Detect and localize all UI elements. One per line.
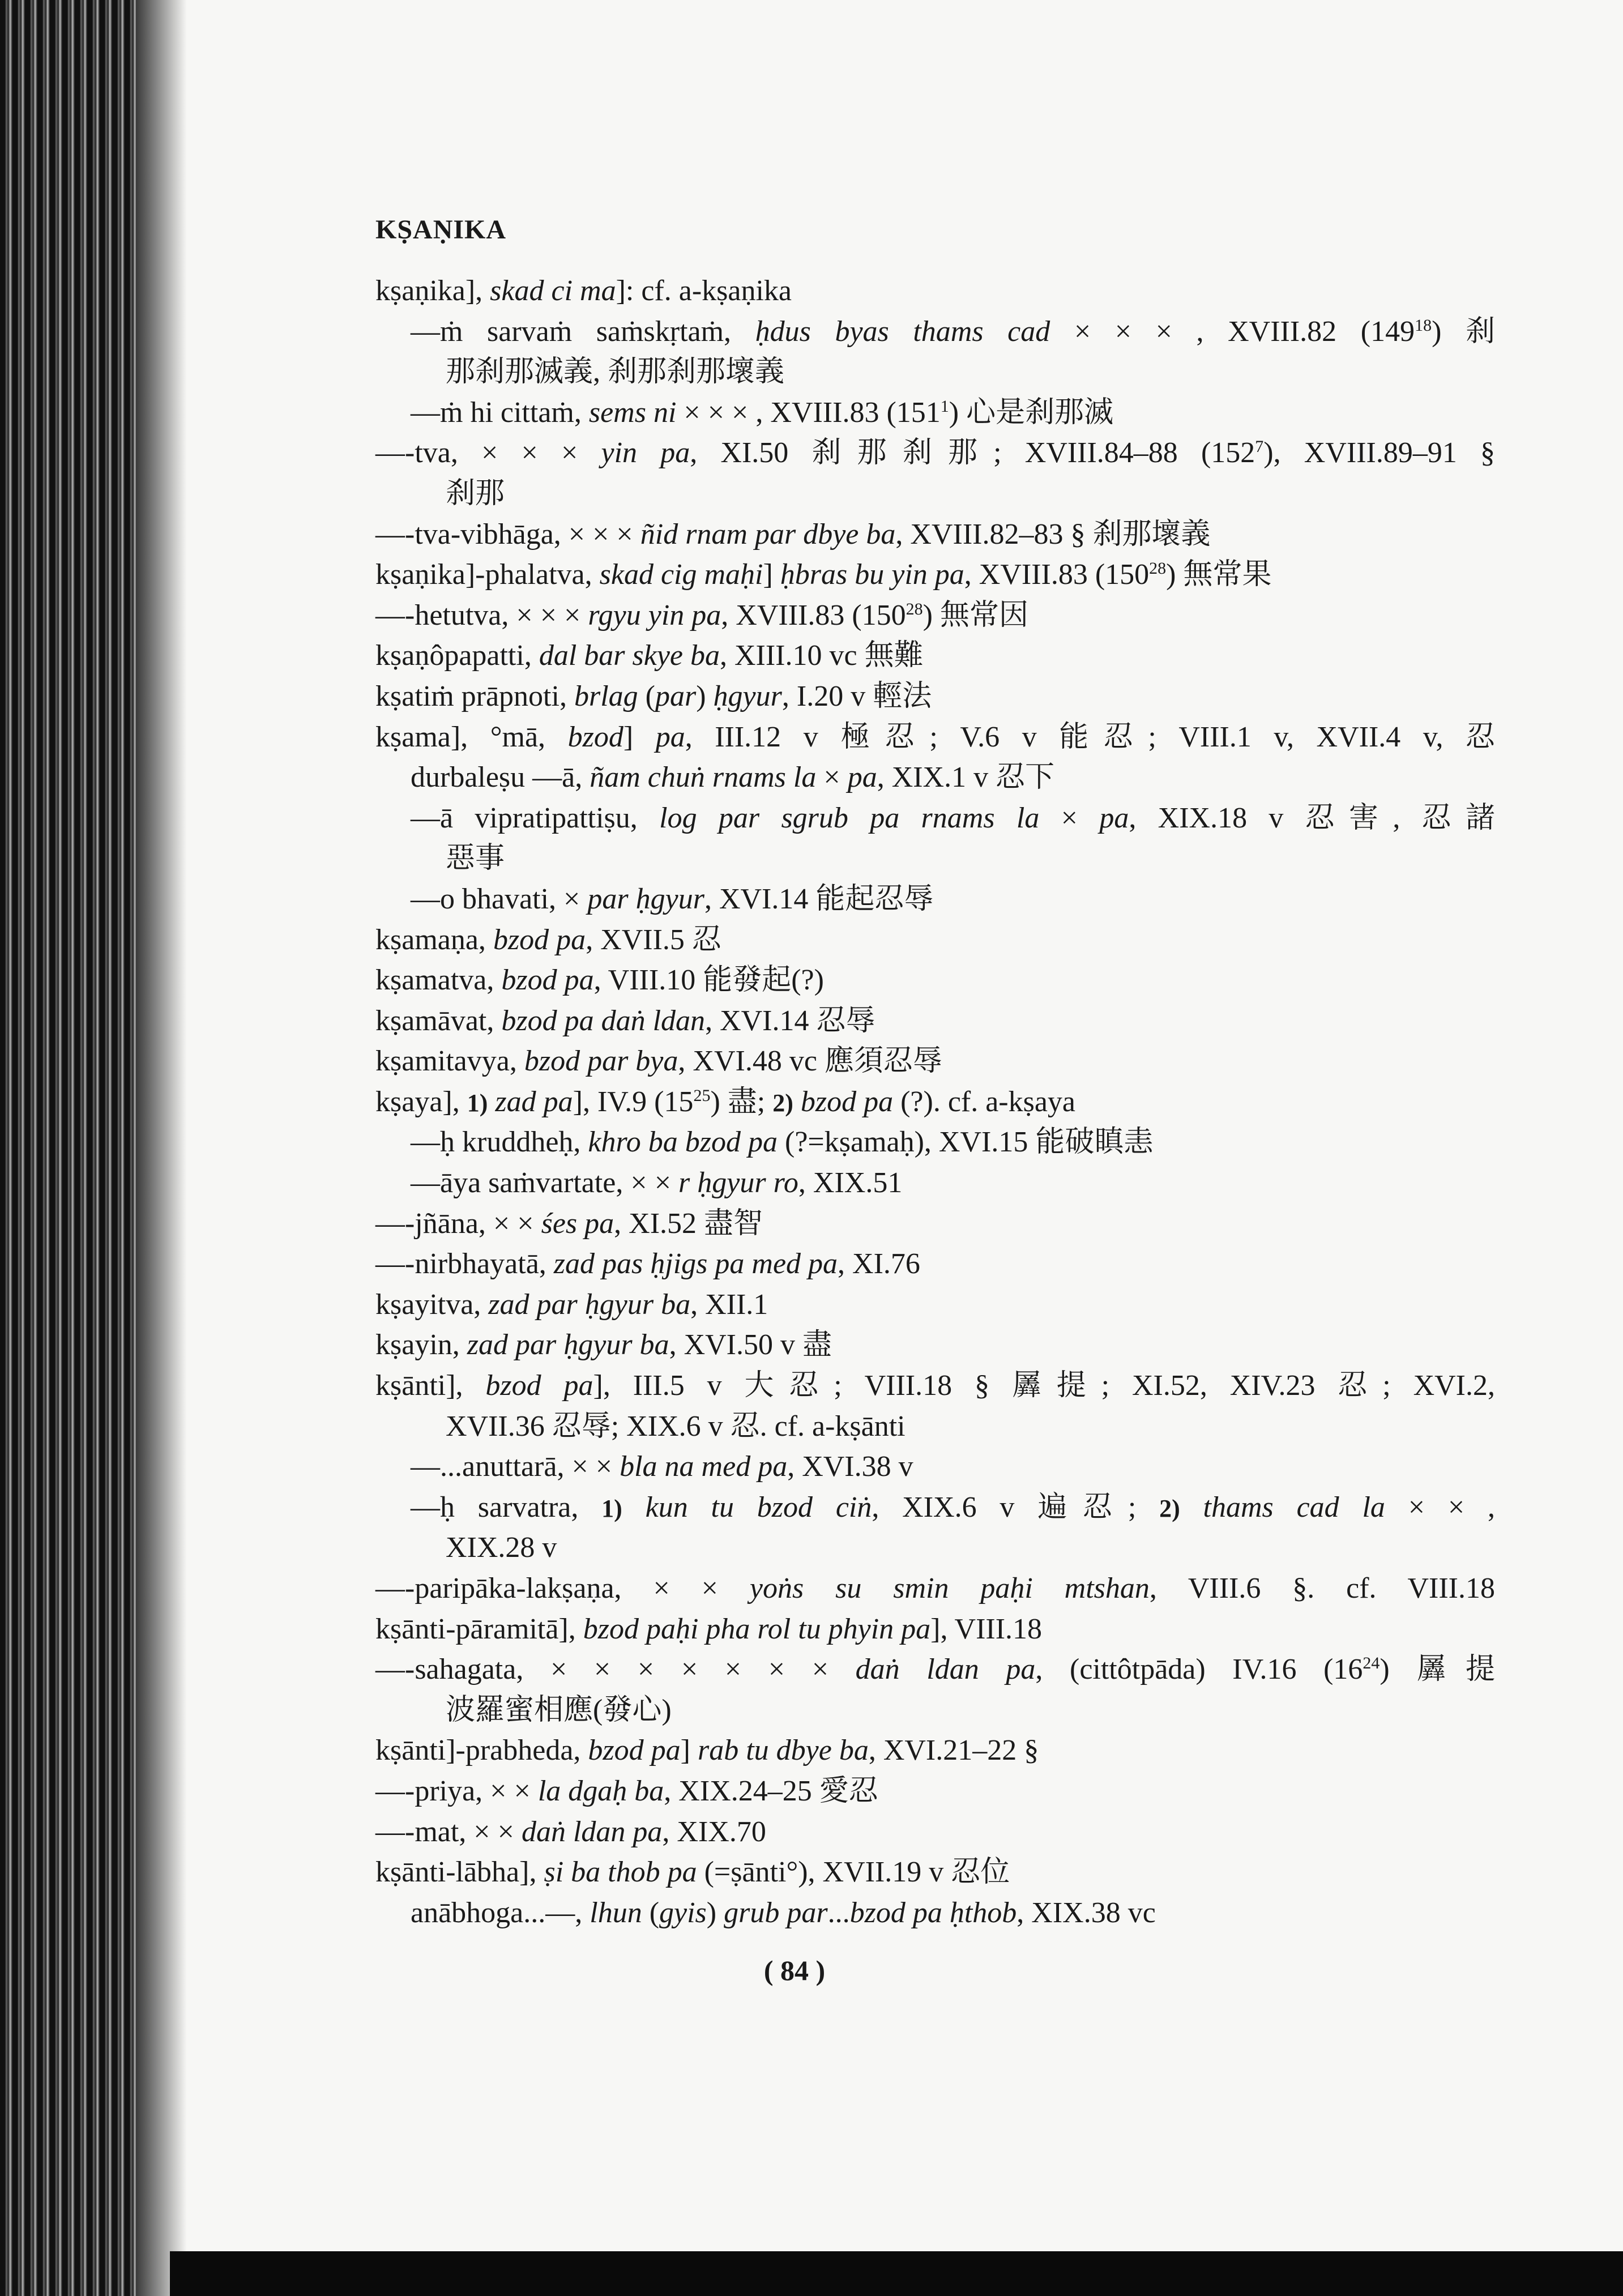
- superscript-ref: 24: [1363, 1654, 1380, 1673]
- entry-text: , XVII.5 忍: [586, 923, 721, 956]
- entry-line: [375, 1812, 1495, 1853]
- entry-text: —ṁ sarvaṁ saṁskṛtaṁ,: [411, 315, 755, 348]
- tibetan-text: bzod: [567, 720, 623, 753]
- sense-number: 2): [1159, 1494, 1180, 1522]
- entry-text: , VIII.6 §. cf. VIII.18: [1149, 1572, 1495, 1604]
- continuation-line: [375, 473, 1495, 514]
- entry-text: ], IV.9 (15: [573, 1085, 694, 1118]
- tibetan-text: rgyu yin pa: [588, 599, 721, 631]
- entry-text: kṣaṇika],: [375, 275, 490, 307]
- entry-text: , XVIII.83 (150: [964, 558, 1150, 591]
- tibetan-text: ḥbras bu yin pa: [780, 558, 964, 591]
- entry-text: [622, 1491, 646, 1523]
- tibetan-text: ñid rnam par dbye ba: [640, 518, 896, 550]
- tibetan-text: bzod pa: [588, 1734, 681, 1767]
- entry-text: —-tva-vibhāga, × × ×: [375, 518, 640, 550]
- subentry-line: [375, 798, 1495, 839]
- entry-text: —...anuttarā, × ×: [411, 1450, 620, 1483]
- tibetan-text: brlag: [574, 680, 638, 712]
- entry-text: × × ,: [1385, 1491, 1496, 1523]
- continuation-line: [375, 1406, 1495, 1447]
- tibetan-text: zad par ḥgyur ba: [488, 1288, 691, 1321]
- entry-text: [1180, 1491, 1203, 1523]
- entry-text: , XII.1: [690, 1288, 768, 1321]
- entry-text: —-hetutva, × × ×: [375, 599, 588, 631]
- tibetan-text: ñam chuṅ rnams la: [590, 761, 817, 794]
- entry-text: —-tva, × × ×: [375, 437, 601, 470]
- superscript-ref: 1: [940, 396, 949, 416]
- entry-text: —āya saṁvartate, × ×: [411, 1167, 679, 1200]
- entry-text: XVII.36 忍辱; XIX.6 v 忍. cf. a-kṣānti: [446, 1410, 906, 1443]
- tibetan-text: kun tu bzod ciṅ: [645, 1491, 872, 1523]
- entry-text: (: [638, 680, 655, 712]
- entry-line: [375, 1204, 1495, 1244]
- entry-line: [375, 1325, 1495, 1365]
- tibetan-text: bzod par bya: [524, 1045, 678, 1078]
- entry-text: , XIX.38 vc: [1016, 1896, 1156, 1929]
- tibetan-text: log par sgrub pa rnams la: [659, 801, 1040, 834]
- entry-text: , XIX.1 v 忍下: [877, 761, 1055, 794]
- subentry-line: [375, 1487, 1495, 1528]
- entry-text: [793, 1086, 801, 1118]
- entry-text: kṣayin,: [375, 1329, 467, 1362]
- entry-text: , XVIII.83 (150: [721, 599, 906, 631]
- entry-text: , XVI.14 能起忍辱: [704, 882, 934, 915]
- tibetan-text: ḥdus byas thams cad: [755, 315, 1050, 348]
- entry-line: [375, 1771, 1495, 1812]
- tibetan-text: khro ba bzod pa: [588, 1126, 778, 1159]
- entry-line: [375, 1649, 1495, 1690]
- entry-text: ], VIII.18: [930, 1612, 1043, 1645]
- entry-text: durbaleṣu —ā,: [411, 761, 590, 794]
- subentry-line: [375, 1122, 1495, 1163]
- tibetan-text: rab tu dbye ba: [697, 1734, 869, 1767]
- entry-text: ×: [1039, 801, 1100, 834]
- tibetan-text: bzod pa: [800, 1085, 894, 1118]
- entry-text: ) 無常因: [922, 599, 1028, 631]
- entry-text: —-paripāka-lakṣaṇa, × ×: [375, 1572, 750, 1604]
- entry-text: , XIX.70: [662, 1815, 766, 1848]
- tibetan-text: bla na med pa: [620, 1450, 788, 1483]
- tibetan-text: gyis: [659, 1896, 707, 1929]
- entry-line: [375, 595, 1495, 636]
- tibetan-text: daṅ ldan pa: [521, 1815, 663, 1848]
- page-headword: KṢAṆIKA: [375, 215, 507, 245]
- entry-text: ): [706, 1896, 724, 1929]
- entry-text: ) 羼提: [1379, 1653, 1495, 1686]
- entry-text: ]: [763, 558, 780, 591]
- superscript-ref: 25: [693, 1086, 711, 1105]
- tibetan-text: pa: [1099, 801, 1129, 834]
- entry-text: XIX.28 v: [446, 1531, 557, 1564]
- tibetan-text: bzod pa: [493, 923, 586, 956]
- entry-text: , XIII.10 vc 無難: [720, 639, 924, 672]
- entry-text: kṣamatva,: [375, 964, 502, 997]
- entry-text: ) 心是刹那滅: [949, 396, 1114, 429]
- entry-text: —ṁ hi cittaṁ,: [411, 396, 589, 429]
- entry-text: (: [642, 1896, 660, 1929]
- continuation-line: [375, 838, 1495, 879]
- entry-text: , XVI.21–22 §: [868, 1734, 1039, 1767]
- tibetan-text: r ḥgyur ro: [678, 1167, 798, 1200]
- tibetan-text: zad pas ḥjigs pa med pa: [553, 1248, 838, 1281]
- entry-text: —ḥ sarvatra,: [411, 1491, 602, 1523]
- entry-text: ...: [827, 1896, 850, 1929]
- continuation-line: [375, 1527, 1495, 1568]
- entry-line: [375, 676, 1495, 717]
- entry-text: ), XVIII.89–91 §: [1263, 437, 1495, 470]
- entry-text: kṣama], °mā,: [375, 720, 568, 753]
- entry-text: 那刹那滅義, 刹那刹那壞義: [446, 356, 785, 389]
- sense-number: 1): [467, 1089, 488, 1117]
- tibetan-text: par: [655, 680, 697, 712]
- tibetan-text: bzod pa: [485, 1369, 593, 1402]
- entry-text: kṣaṇika]-phalatva,: [375, 558, 600, 591]
- dictionary-entries: [375, 271, 1495, 1933]
- entry-text: 波羅蜜相應(發心): [446, 1693, 672, 1726]
- subentry-line: [375, 1446, 1495, 1487]
- entry-text: kṣatiṁ prāpnoti,: [375, 680, 574, 712]
- entry-line: [375, 1568, 1495, 1609]
- entry-text: [488, 1086, 495, 1118]
- tibetan-text: pa: [847, 761, 877, 794]
- entry-text: , XI.50 刹那刹那; XVIII.84–88 (152: [690, 437, 1255, 470]
- tibetan-text: skad ci ma: [490, 275, 616, 307]
- entry-text: kṣamāvat,: [375, 1004, 502, 1037]
- entry-text: , XIX.24–25 愛忍: [664, 1774, 878, 1807]
- entry-line: [375, 1284, 1495, 1325]
- tibetan-text: thams cad la: [1203, 1491, 1385, 1523]
- entry-text: , (cittôtpāda) IV.16 (16: [1035, 1653, 1363, 1686]
- subentry-line: [375, 1163, 1495, 1204]
- tibetan-text: lhun: [590, 1896, 642, 1929]
- tibetan-text: zad pa: [495, 1085, 573, 1118]
- entry-text: (?). cf. a-kṣaya: [893, 1085, 1076, 1118]
- tibetan-text: ḥgyur: [713, 680, 782, 712]
- entry-line: [375, 1244, 1495, 1284]
- entry-text: , VIII.10 能發起(?): [593, 964, 824, 997]
- entry-line: [375, 554, 1495, 595]
- entry-text: 惡事: [446, 842, 505, 875]
- entry-text: ]: cf. a-kṣaṇika: [616, 275, 792, 307]
- entry-text: (?=kṣamaḥ), XVI.15 能破瞋恚: [778, 1126, 1154, 1159]
- subentry-line: [375, 392, 1495, 433]
- tibetan-text: skad cig maḥi: [599, 558, 763, 591]
- entry-text: , XIX.51: [798, 1167, 903, 1200]
- entry-text: —-mat, × ×: [375, 1815, 522, 1848]
- tibetan-text: pa: [655, 720, 685, 753]
- entry-line: [375, 1082, 1495, 1123]
- entry-line: [375, 271, 1495, 311]
- entry-line: [375, 635, 1495, 676]
- entry-text: —-sahagata, × × × × × × ×: [375, 1653, 856, 1686]
- tibetan-text: par ḥgyur: [587, 882, 704, 915]
- entry-text: , XI.52 盡智: [614, 1207, 763, 1240]
- entry-text: anābhoga...—,: [411, 1896, 590, 1929]
- subentry-line: [375, 1893, 1495, 1934]
- entry-line: [375, 960, 1495, 1001]
- entry-text: kṣānti-lābha],: [375, 1856, 544, 1889]
- entry-text: —-priya, × ×: [375, 1774, 538, 1807]
- continuation-line: [375, 1690, 1495, 1731]
- entry-line: [375, 433, 1495, 473]
- entry-line: [375, 717, 1495, 758]
- superscript-ref: 7: [1255, 437, 1264, 456]
- subentry-line: [375, 757, 1495, 798]
- entry-line: [375, 1041, 1495, 1082]
- tibetan-text: yoṅs su smin paḥi mtshan: [749, 1572, 1150, 1604]
- entry-text: —ḥ kruddheḥ,: [411, 1126, 588, 1159]
- entry-text: , XIX.18 v 忍害, 忍諸: [1129, 801, 1495, 834]
- sense-number: 1): [601, 1494, 622, 1522]
- page-number-container: [0, 1954, 1623, 1987]
- tibetan-text: grub par: [724, 1896, 828, 1929]
- entry-line: [375, 1852, 1495, 1893]
- entry-text: , XIX.6 v 遍忍;: [872, 1491, 1160, 1523]
- entry-line: [375, 514, 1495, 555]
- page-number: ( 84 ): [763, 1954, 826, 1986]
- entry-text: ) 無常果: [1166, 558, 1272, 591]
- tibetan-text: dal bar skye ba: [539, 639, 720, 672]
- entry-text: 刹那: [446, 477, 505, 510]
- entry-text: kṣayitva,: [375, 1288, 489, 1321]
- superscript-ref: 28: [906, 599, 923, 618]
- entry-text: ]: [680, 1734, 698, 1767]
- entry-line: [375, 920, 1495, 961]
- entry-text: ) 刹: [1432, 315, 1495, 348]
- entry-text: , XVI.14 忍辱: [705, 1004, 875, 1037]
- entry-text: ) 盡;: [710, 1085, 773, 1118]
- entry-text: kṣānti-pāramitā],: [375, 1612, 583, 1645]
- tibetan-text: śes pa: [541, 1207, 614, 1240]
- entry-text: × × × , XVIII.83 (151: [676, 396, 941, 429]
- entry-text: —-nirbhayatā,: [375, 1248, 554, 1281]
- entry-text: , XVI.38 v: [787, 1450, 913, 1483]
- subentry-line: [375, 311, 1495, 352]
- entry-text: ], III.5 v 大忍; VIII.18 § 羼提; XI.52, XIV.23 忍; XVI.2,: [593, 1369, 1495, 1402]
- entry-text: , XVIII.82–83 § 刹那壞義: [895, 518, 1211, 550]
- entry-text: (=ṣānti°), XVII.19 v 忍位: [697, 1856, 1010, 1889]
- entry-text: kṣānti],: [375, 1369, 486, 1402]
- entry-text: ×: [816, 761, 848, 794]
- binding-shadow: [136, 0, 187, 2296]
- entry-text: ): [696, 680, 714, 712]
- entry-text: kṣamaṇa,: [375, 923, 493, 956]
- tibetan-text: ṣi ba thob pa: [544, 1856, 697, 1889]
- tibetan-text: daṅ ldan pa: [855, 1653, 1036, 1686]
- entry-text: , III.12 v 極忍; V.6 v 能忍; VIII.1 v, XVII.4 v, 忍: [685, 720, 1495, 753]
- entry-text: , I.20 v 輕法: [781, 680, 932, 712]
- entry-text: —-jñāna, × ×: [375, 1207, 541, 1240]
- sense-number: 2): [772, 1089, 793, 1117]
- entry-text: kṣānti]-prabheda,: [375, 1734, 588, 1767]
- entry-text: —ā vipratipattiṣu,: [411, 801, 660, 834]
- tibetan-text: bzod paḥi pha rol tu phyin pa: [583, 1612, 931, 1645]
- entry-text: kṣamitavya,: [375, 1045, 524, 1078]
- entry-text: ]: [623, 720, 656, 753]
- subentry-line: [375, 879, 1495, 920]
- entry-text: kṣaya],: [375, 1085, 467, 1118]
- entry-text: , XVI.50 v 盡: [669, 1329, 832, 1362]
- tibetan-text: yin pa: [601, 437, 690, 470]
- tibetan-text: bzod pa daṅ ldan: [501, 1004, 706, 1037]
- entry-text: —o bhavati, ×: [411, 882, 588, 915]
- superscript-ref: 28: [1149, 559, 1167, 578]
- entry-text: kṣaṇôpapatti,: [375, 639, 539, 672]
- entry-line: [375, 1365, 1495, 1406]
- tibetan-text: bzod pa: [501, 964, 594, 997]
- entry-line: [375, 1730, 1495, 1771]
- entry-text: , XI.76: [838, 1248, 920, 1281]
- superscript-ref: 18: [1415, 315, 1432, 335]
- continuation-line: [375, 352, 1495, 392]
- entry-line: [375, 1001, 1495, 1042]
- entry-text: , XVI.48 vc 應須忍辱: [678, 1045, 942, 1078]
- entry-text: × × × , XVIII.82 (149: [1050, 315, 1415, 348]
- tibetan-text: bzod pa ḥthob: [849, 1896, 1017, 1929]
- tibetan-text: zad par ḥgyur ba: [467, 1329, 669, 1362]
- tibetan-text: la dgaḥ ba: [537, 1774, 664, 1807]
- scan-bottom-edge: [170, 2251, 1623, 2296]
- tibetan-text: sems ni: [588, 396, 677, 429]
- entry-line: [375, 1609, 1495, 1650]
